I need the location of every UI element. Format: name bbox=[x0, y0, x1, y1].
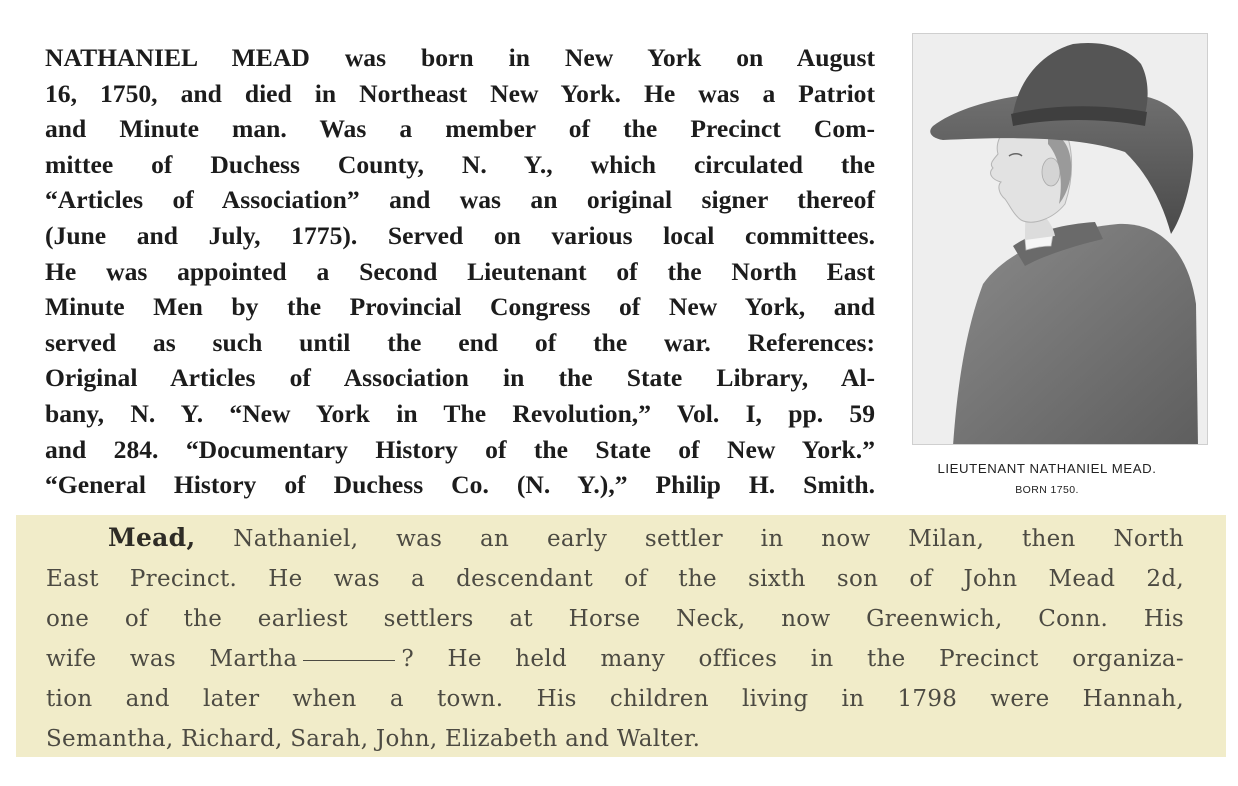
settler-line: Semantha, Richard, Sarah, John, Elizabeth and Walter. bbox=[46, 726, 701, 752]
settler-line: one of the earliest settlers at Horse Neck, now Greenwich, Conn. His bbox=[46, 606, 1184, 632]
settler-text bbox=[46, 518, 1184, 757]
bio-line: He was appointed a Second Lieutenant of the North East bbox=[45, 256, 875, 286]
bio-name: NATHANIEL MEAD bbox=[45, 43, 310, 72]
bio-line: “General History of Duchess Co. (N. Y.),” Philip H. Smith. bbox=[45, 470, 875, 500]
settler-line: Mead, Nathaniel, was an early settler in now Milan, then North bbox=[108, 523, 1184, 552]
settler-line: tion and later when a town. His children living in 1798 were Hannah, bbox=[46, 686, 1184, 712]
settler-line: wife was Martha ? He held many offices in the Precinct organiza- bbox=[46, 646, 1184, 672]
portrait-caption-title: LIEUTENANT NATHANIEL MEAD. bbox=[937, 461, 1157, 476]
portrait-image bbox=[912, 33, 1208, 445]
biography-text bbox=[45, 40, 875, 503]
bio-line: “Articles of Association” and was an original signer thereof bbox=[45, 185, 875, 215]
bio-line: bany, N. Y. “New York in The Revolution,” Vol. I, pp. 59 bbox=[45, 398, 875, 428]
settler-clipping bbox=[16, 515, 1226, 757]
bio-line: 16, 1750, and died in Northeast New York. He was a Patriot bbox=[45, 78, 875, 108]
settler-heading: Mead, bbox=[108, 523, 196, 552]
bio-line: served as such until the end of the war. References: bbox=[45, 327, 875, 357]
bio-line: and 284. “Documentary History of the State of New York.” bbox=[45, 434, 875, 464]
portrait-caption-born: BORN 1750. bbox=[1015, 484, 1079, 496]
bio-line: (June and July, 1775). Served on various local committees. bbox=[45, 220, 875, 250]
bio-line: NATHANIEL MEAD was born in New York on August bbox=[45, 43, 876, 72]
bio-line: mittee of Duchess County, N. Y., which circulated the bbox=[45, 149, 875, 179]
bio-line: and Minute man. Was a member of the Precinct Com- bbox=[45, 114, 875, 144]
bio-line: Original Articles of Association in the State Library, Al- bbox=[45, 363, 875, 393]
bio-line: Minute Men by the Provincial Congress of New York, and bbox=[45, 292, 875, 322]
blank-dash-rule bbox=[303, 660, 395, 661]
settler-line: East Precinct. He was a descendant of the sixth son of John Mead 2d, bbox=[46, 566, 1184, 592]
